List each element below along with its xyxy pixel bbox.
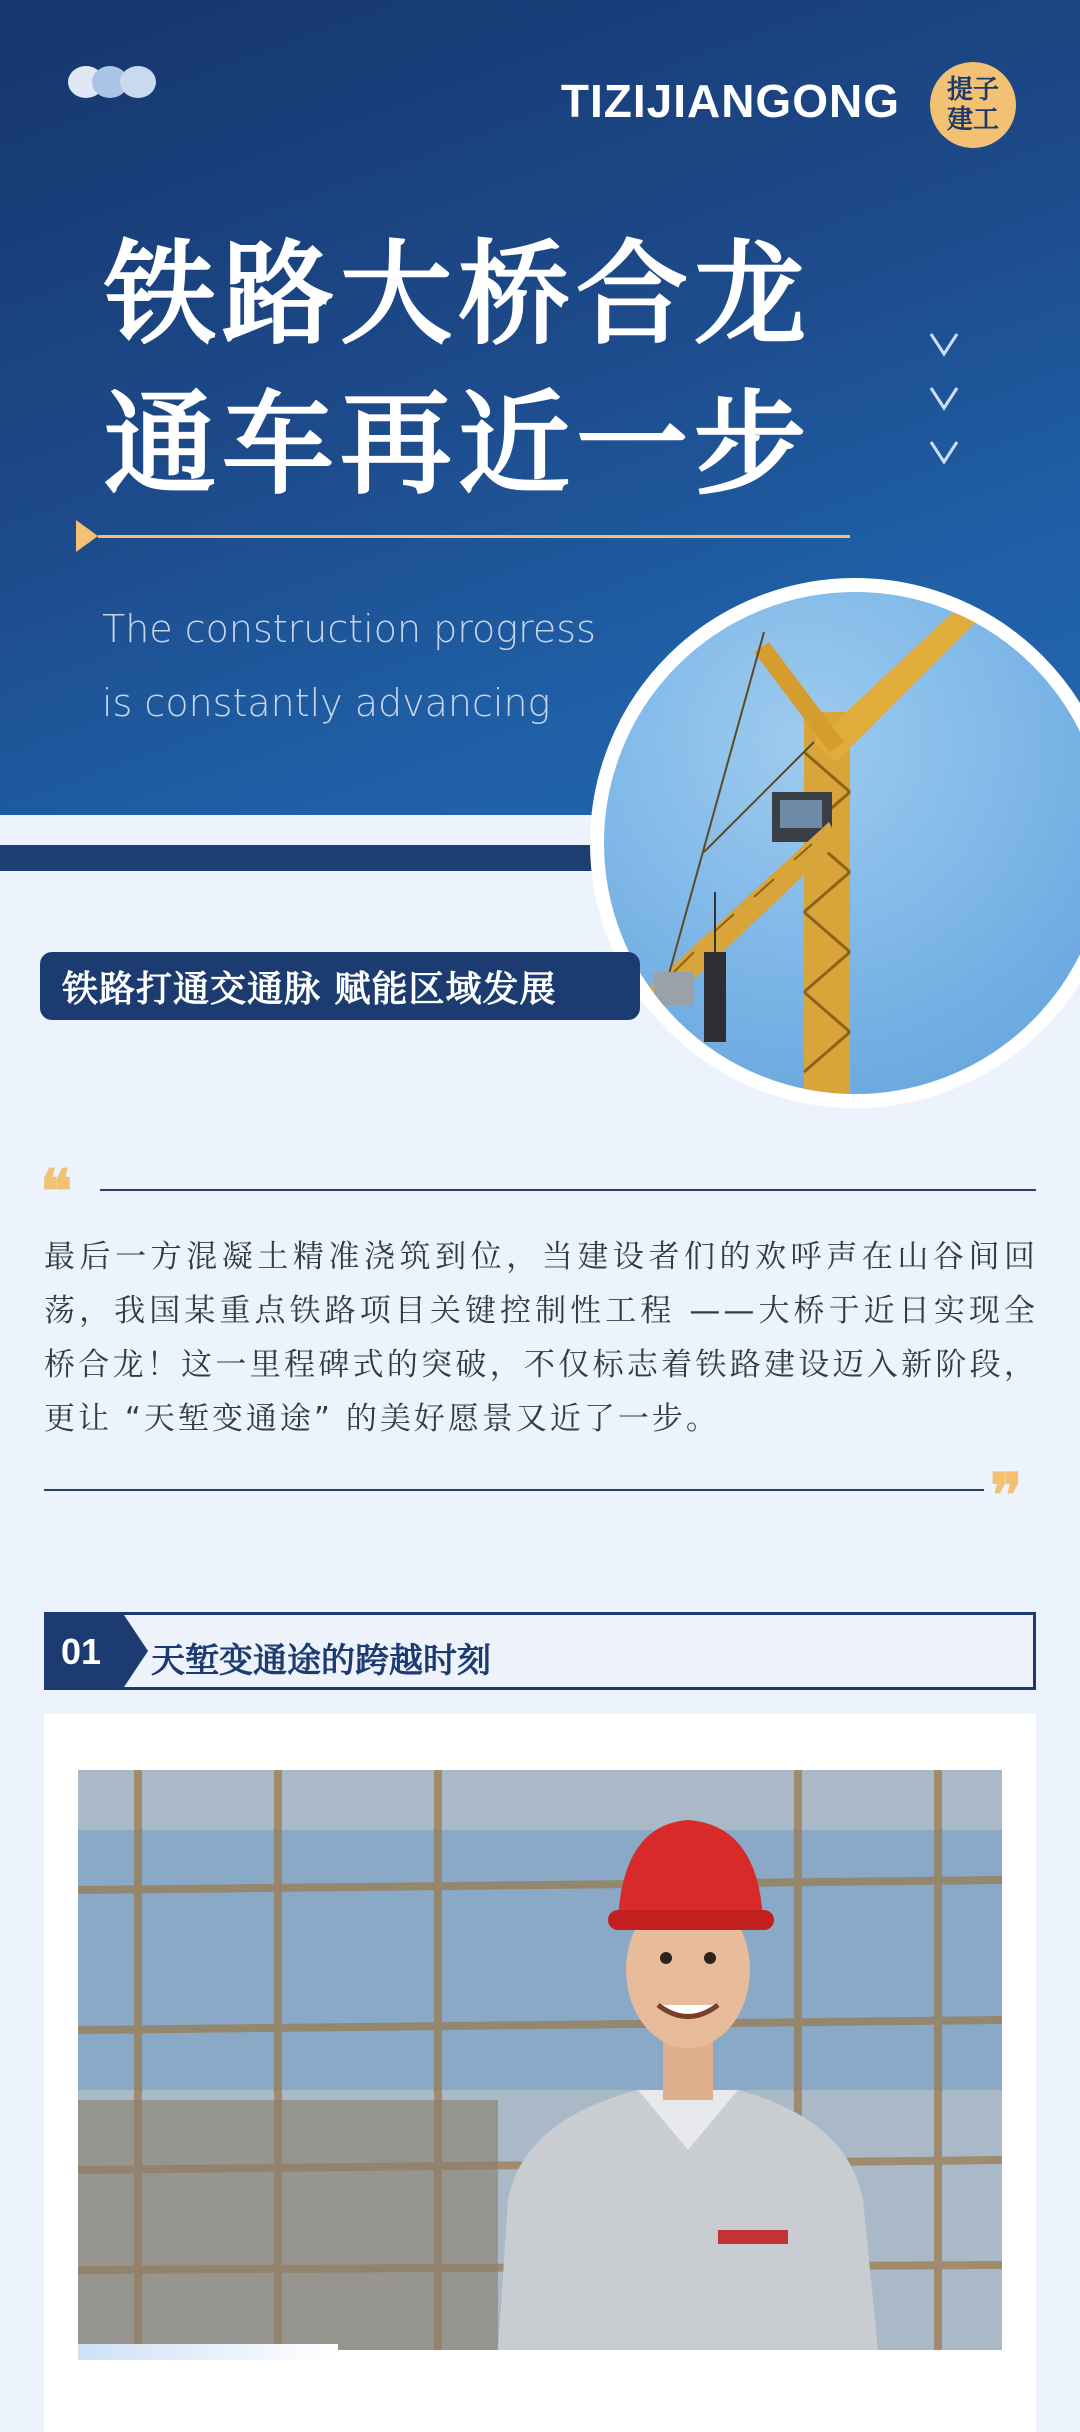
section-number-arrow-icon: [122, 1612, 148, 1690]
chevron-down-icon: [928, 330, 960, 358]
section-tag: 铁路打通交通脉 赋能区域发展: [40, 952, 640, 1020]
page-title-line-1: 铁路大桥合龙: [104, 230, 812, 360]
chevron-down-icon: [928, 384, 960, 412]
dots-decoration-icon: [68, 62, 168, 102]
quote-rule-bottom: [44, 1489, 984, 1491]
tag-arrow-icon: [600, 952, 632, 1020]
logo-line-2: 建工: [946, 105, 999, 135]
logo-badge: [930, 62, 1016, 148]
chevron-down-icon: [928, 438, 960, 466]
logo-line-1: 提子: [946, 75, 999, 105]
dot-icon: [120, 66, 156, 98]
crane-photo: [590, 578, 1080, 1108]
photo-accent-strip: [78, 2344, 338, 2360]
section-number: 01: [61, 1631, 102, 1672]
subtitle: The construction progress is constantly advancing: [102, 607, 596, 725]
page-title-line-2: 通车再近一步: [104, 380, 812, 510]
brand-name: TIZIJIANGONG: [560, 75, 900, 127]
divider-line: [98, 535, 850, 538]
worker-photo: [78, 1770, 1002, 2350]
section-title: 天堑变通途的跨越时刻: [151, 1641, 491, 1681]
open-quote-icon: ❝: [40, 1157, 73, 1227]
navy-band-divider: [0, 845, 600, 871]
close-quote-icon: ❞: [990, 1461, 1023, 1531]
intro-paragraph: 最后一方混凝土精准浇筑到位，当建设者们的欢呼声在山谷间回荡，我国某重点铁路项目关键控制性工程 ——大桥于近日实现全桥合龙！这一里程碑式的突破，不仅标志着铁路建设迈入新阶段，更让 “天堑变通途” 的美好愿景又近了一步。: [44, 1239, 1038, 1437]
quote-rule-top: [100, 1189, 1036, 1191]
section-header: [44, 1612, 1036, 1690]
triangle-pointer-icon: [76, 520, 98, 552]
photo-card: [44, 1714, 1036, 2432]
